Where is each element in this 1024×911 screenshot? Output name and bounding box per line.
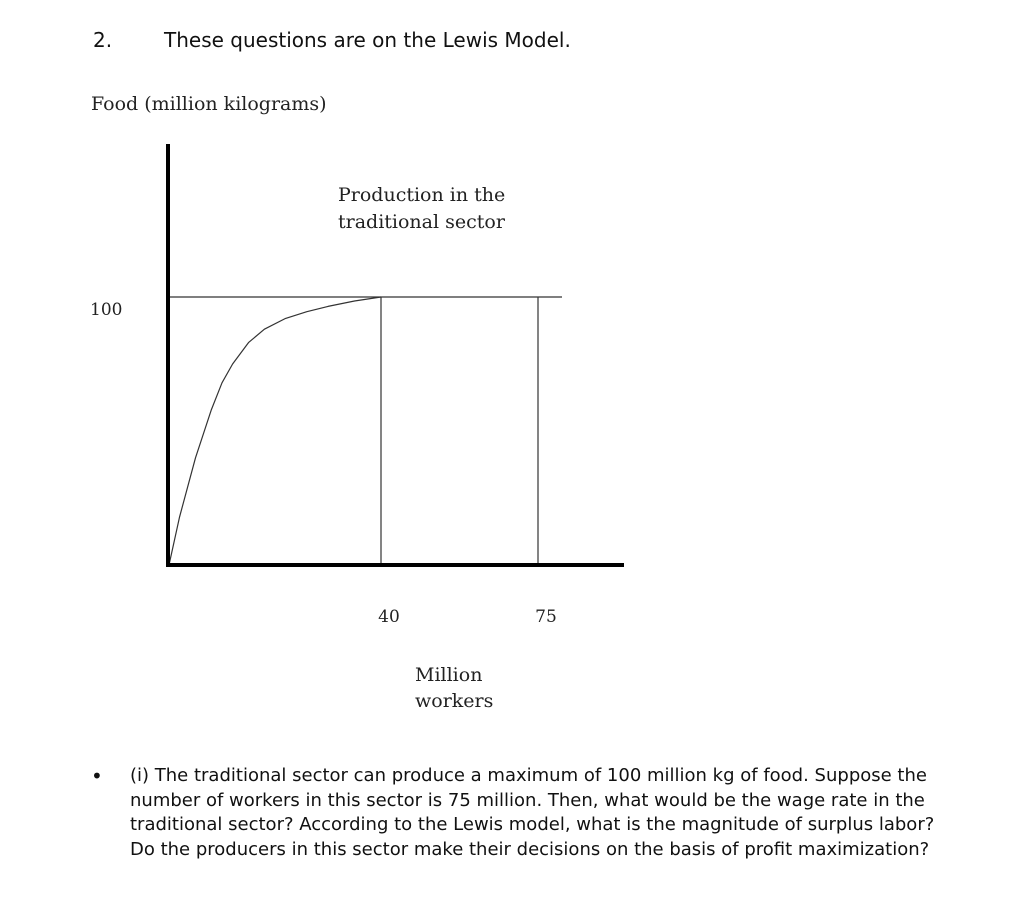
- x-axis-label-line: Million: [415, 664, 483, 686]
- chart-title-line: Production in the: [338, 184, 506, 206]
- x-axis-label-line: workers: [415, 690, 494, 712]
- question-number: 2.: [93, 28, 113, 52]
- bullet-marker: •: [91, 764, 103, 788]
- y-axis-label: Food (million kilograms): [91, 93, 327, 115]
- production-curve: [169, 297, 381, 565]
- x-tick-label: 75: [535, 607, 557, 627]
- chart-title-line: traditional sector: [338, 211, 505, 233]
- x-tick-label: 40: [378, 607, 400, 627]
- question-text: (i) The traditional sector can produce a maximum of 100 million kg of food. Suppose the number of workers in this sector is 75 million. Then, what would be the wage rate in the traditional sector? According to the Lewis model, what is the magnitude of surplus labor? Do the producers in this sector make their decisions on the basis of profit maximization?: [130, 765, 935, 860]
- question-heading: These questions are on the Lewis Model.: [164, 28, 571, 52]
- y-tick-label: 100: [90, 300, 123, 320]
